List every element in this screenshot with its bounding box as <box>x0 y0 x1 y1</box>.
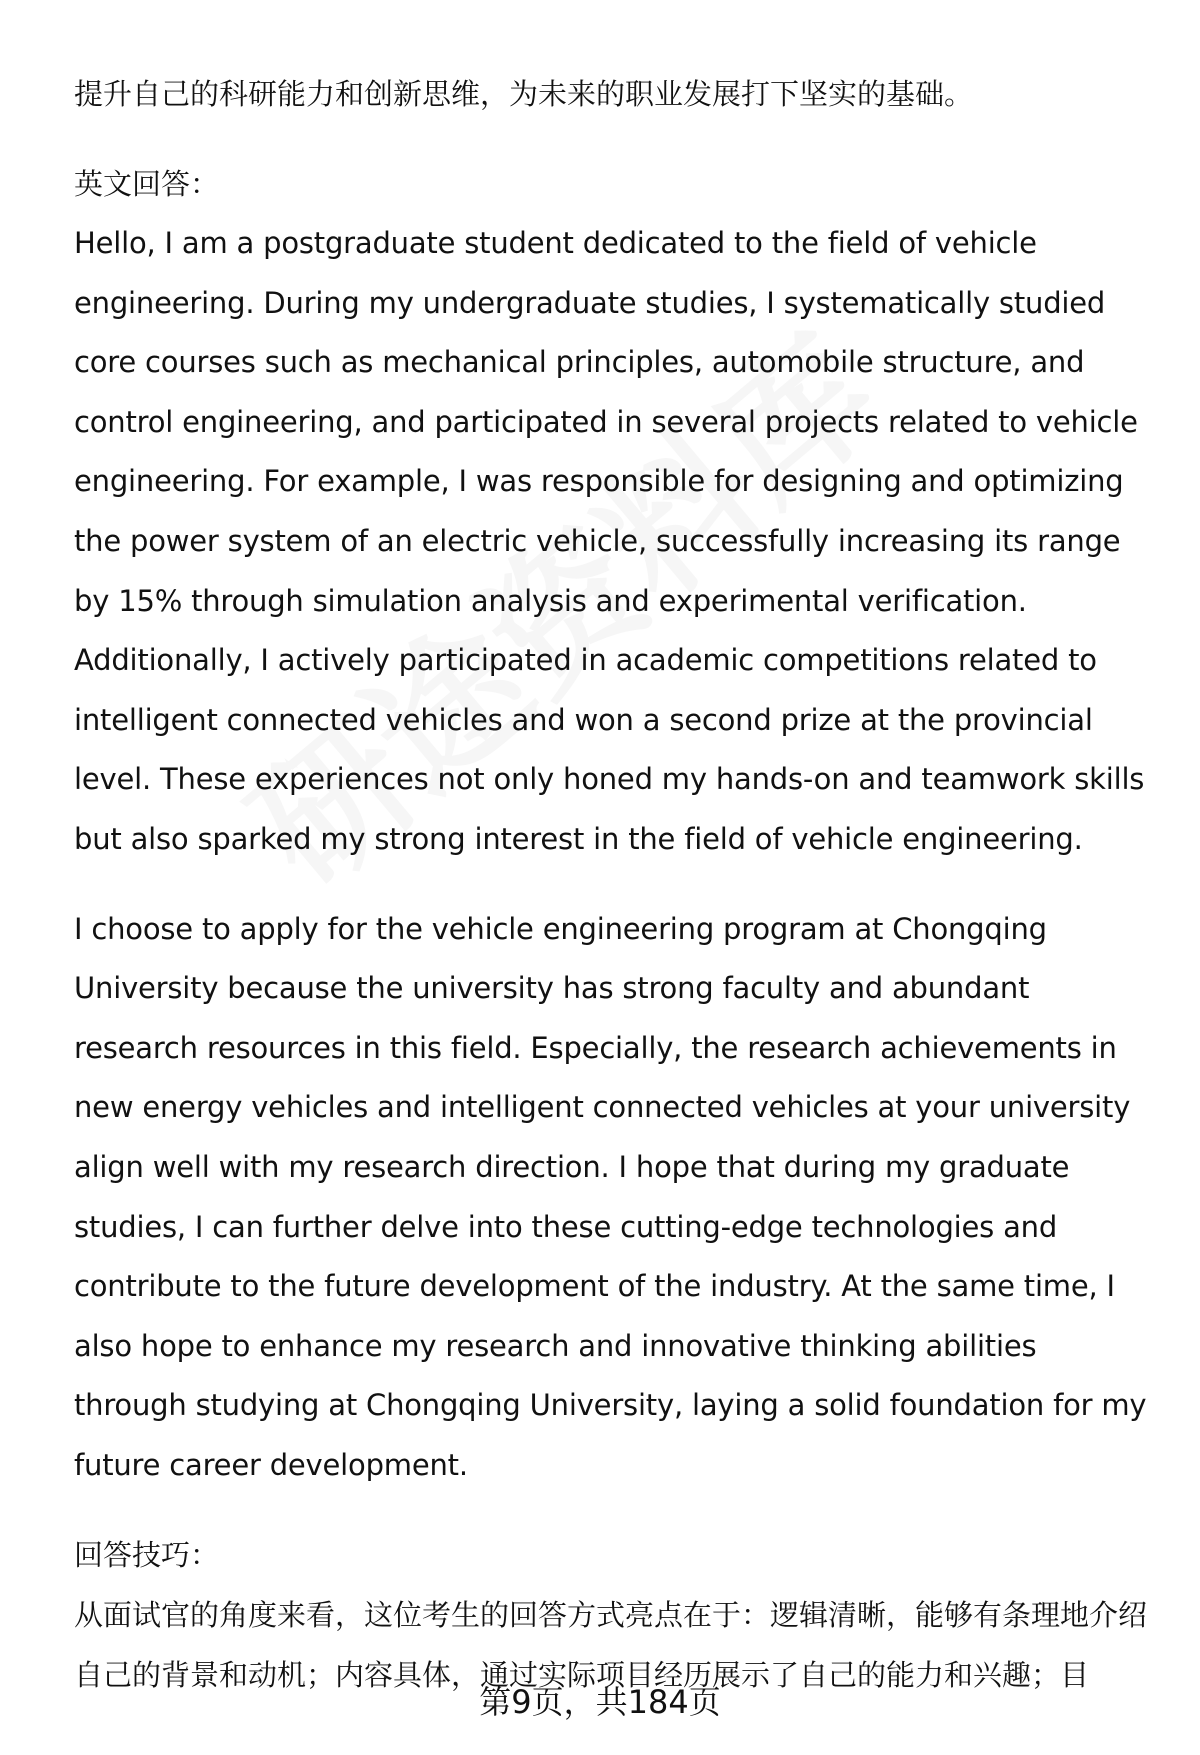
tips-text: 从面试官的角度来看，这位考生的回答方式亮点在于：逻辑清晰，能够有条理地介绍自己的背景和动机；内容具体，通过实际项目经历展示了自己的能力和兴趣；目 <box>74 1598 1148 1693</box>
tips-heading: 回答技巧： <box>74 1538 220 1573</box>
english-answer-paragraph-2: I choose to apply for the vehicle engineering program at Chongqing University because the university has strong faculty and abundant research resources in this field. Especially, the research achievements in new energy vehicles and intelligent connected vehicles at your university align well with my research direction. I hope that during my graduate studies, I can further delve into these cutting-edge technologies and contribute to the future development of the industry. At the same time, I also hope to enhance my research and innovative thinking abilities through studying at Chongqing University, laying a solid foundation for my future career development. <box>74 911 1147 1482</box>
document-page <box>74 64 1154 1705</box>
page-number: 第9页，共184页 <box>479 1683 721 1721</box>
intro-line: 提升自己的科研能力和创新思维，为未来的职业发展打下坚实的基础。 <box>74 77 974 111</box>
english-answer-paragraph-1: Hello, I am a postgraduate student dedicated to the field of vehicle engineering. During my undergraduate studies, I systematically studied core courses such as mechanical principles, automobile structure, and control engineering, and participated in several projects related to vehicle engineering. For example, I was responsible for designing and optimizing the power system of an electric vehicle, successfully increasing its range by 15% through simulation analysis and experimental verification. Additionally, I actively participated in academic competitions related to intelligent connected vehicles and won a second prize at the provincial level. These experiences not only honed my hands-on and teamwork skills but also sparked my strong interest in the field of vehicle engineering. <box>74 226 1145 856</box>
english-answer-heading: 英文回答： <box>74 167 220 201</box>
